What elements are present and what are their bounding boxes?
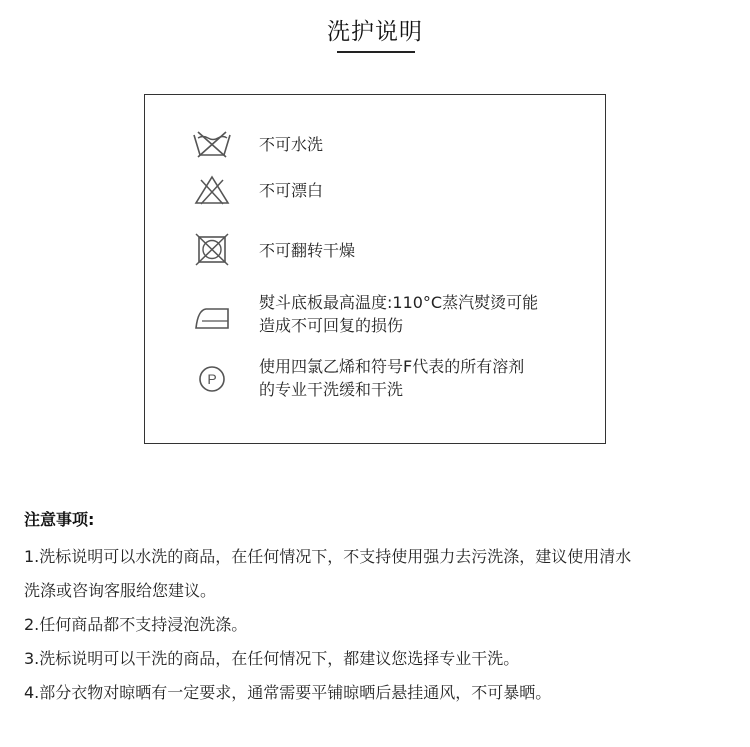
svg-text:P: P	[207, 371, 217, 387]
do-not-tumble-dry-icon	[191, 232, 233, 266]
do-not-bleach-icon	[191, 173, 233, 207]
care-text-do-not-bleach: 不可漂白	[259, 181, 324, 200]
note-line: 3.洗标说明可以干洗的商品，在任何情况下，都建议您选择专业干洗。	[24, 649, 520, 668]
iron-icon	[191, 301, 233, 335]
care-instructions-box	[144, 94, 606, 444]
page-title: 洗护说明	[327, 19, 423, 45]
care-text-do-not-tumble-dry: 不可翻转干燥	[259, 241, 356, 260]
note-line: 洗涤或咨询客服给您建议。	[24, 581, 217, 600]
notes-title: 注意事项:	[24, 510, 95, 529]
note-line: 4.部分衣物对晾晒有一定要求，通常需要平铺晾晒后悬挂通风，不可暴晒。	[24, 683, 552, 702]
care-text-iron: 熨斗底板最高温度:110°C蒸汽熨烫可能 造成不可回复的损伤	[259, 293, 539, 335]
professional-dry-clean-p-icon	[191, 362, 233, 396]
care-text-dry-clean: 使用四氯乙烯和符号F代表的所有溶剂 的专业干洗缓和干洗	[259, 357, 525, 399]
do-not-wash-icon	[191, 127, 233, 161]
notes-section	[24, 506, 734, 710]
title-underline	[337, 51, 415, 53]
note-line: 2.任何商品都不支持浸泡洗涤。	[24, 615, 248, 634]
note-line: 1.洗标说明可以水洗的商品，在任何情况下，不支持使用强力去污洗涤，建议使用清水	[24, 547, 632, 566]
care-text-do-not-wash: 不可水洗	[259, 135, 324, 154]
